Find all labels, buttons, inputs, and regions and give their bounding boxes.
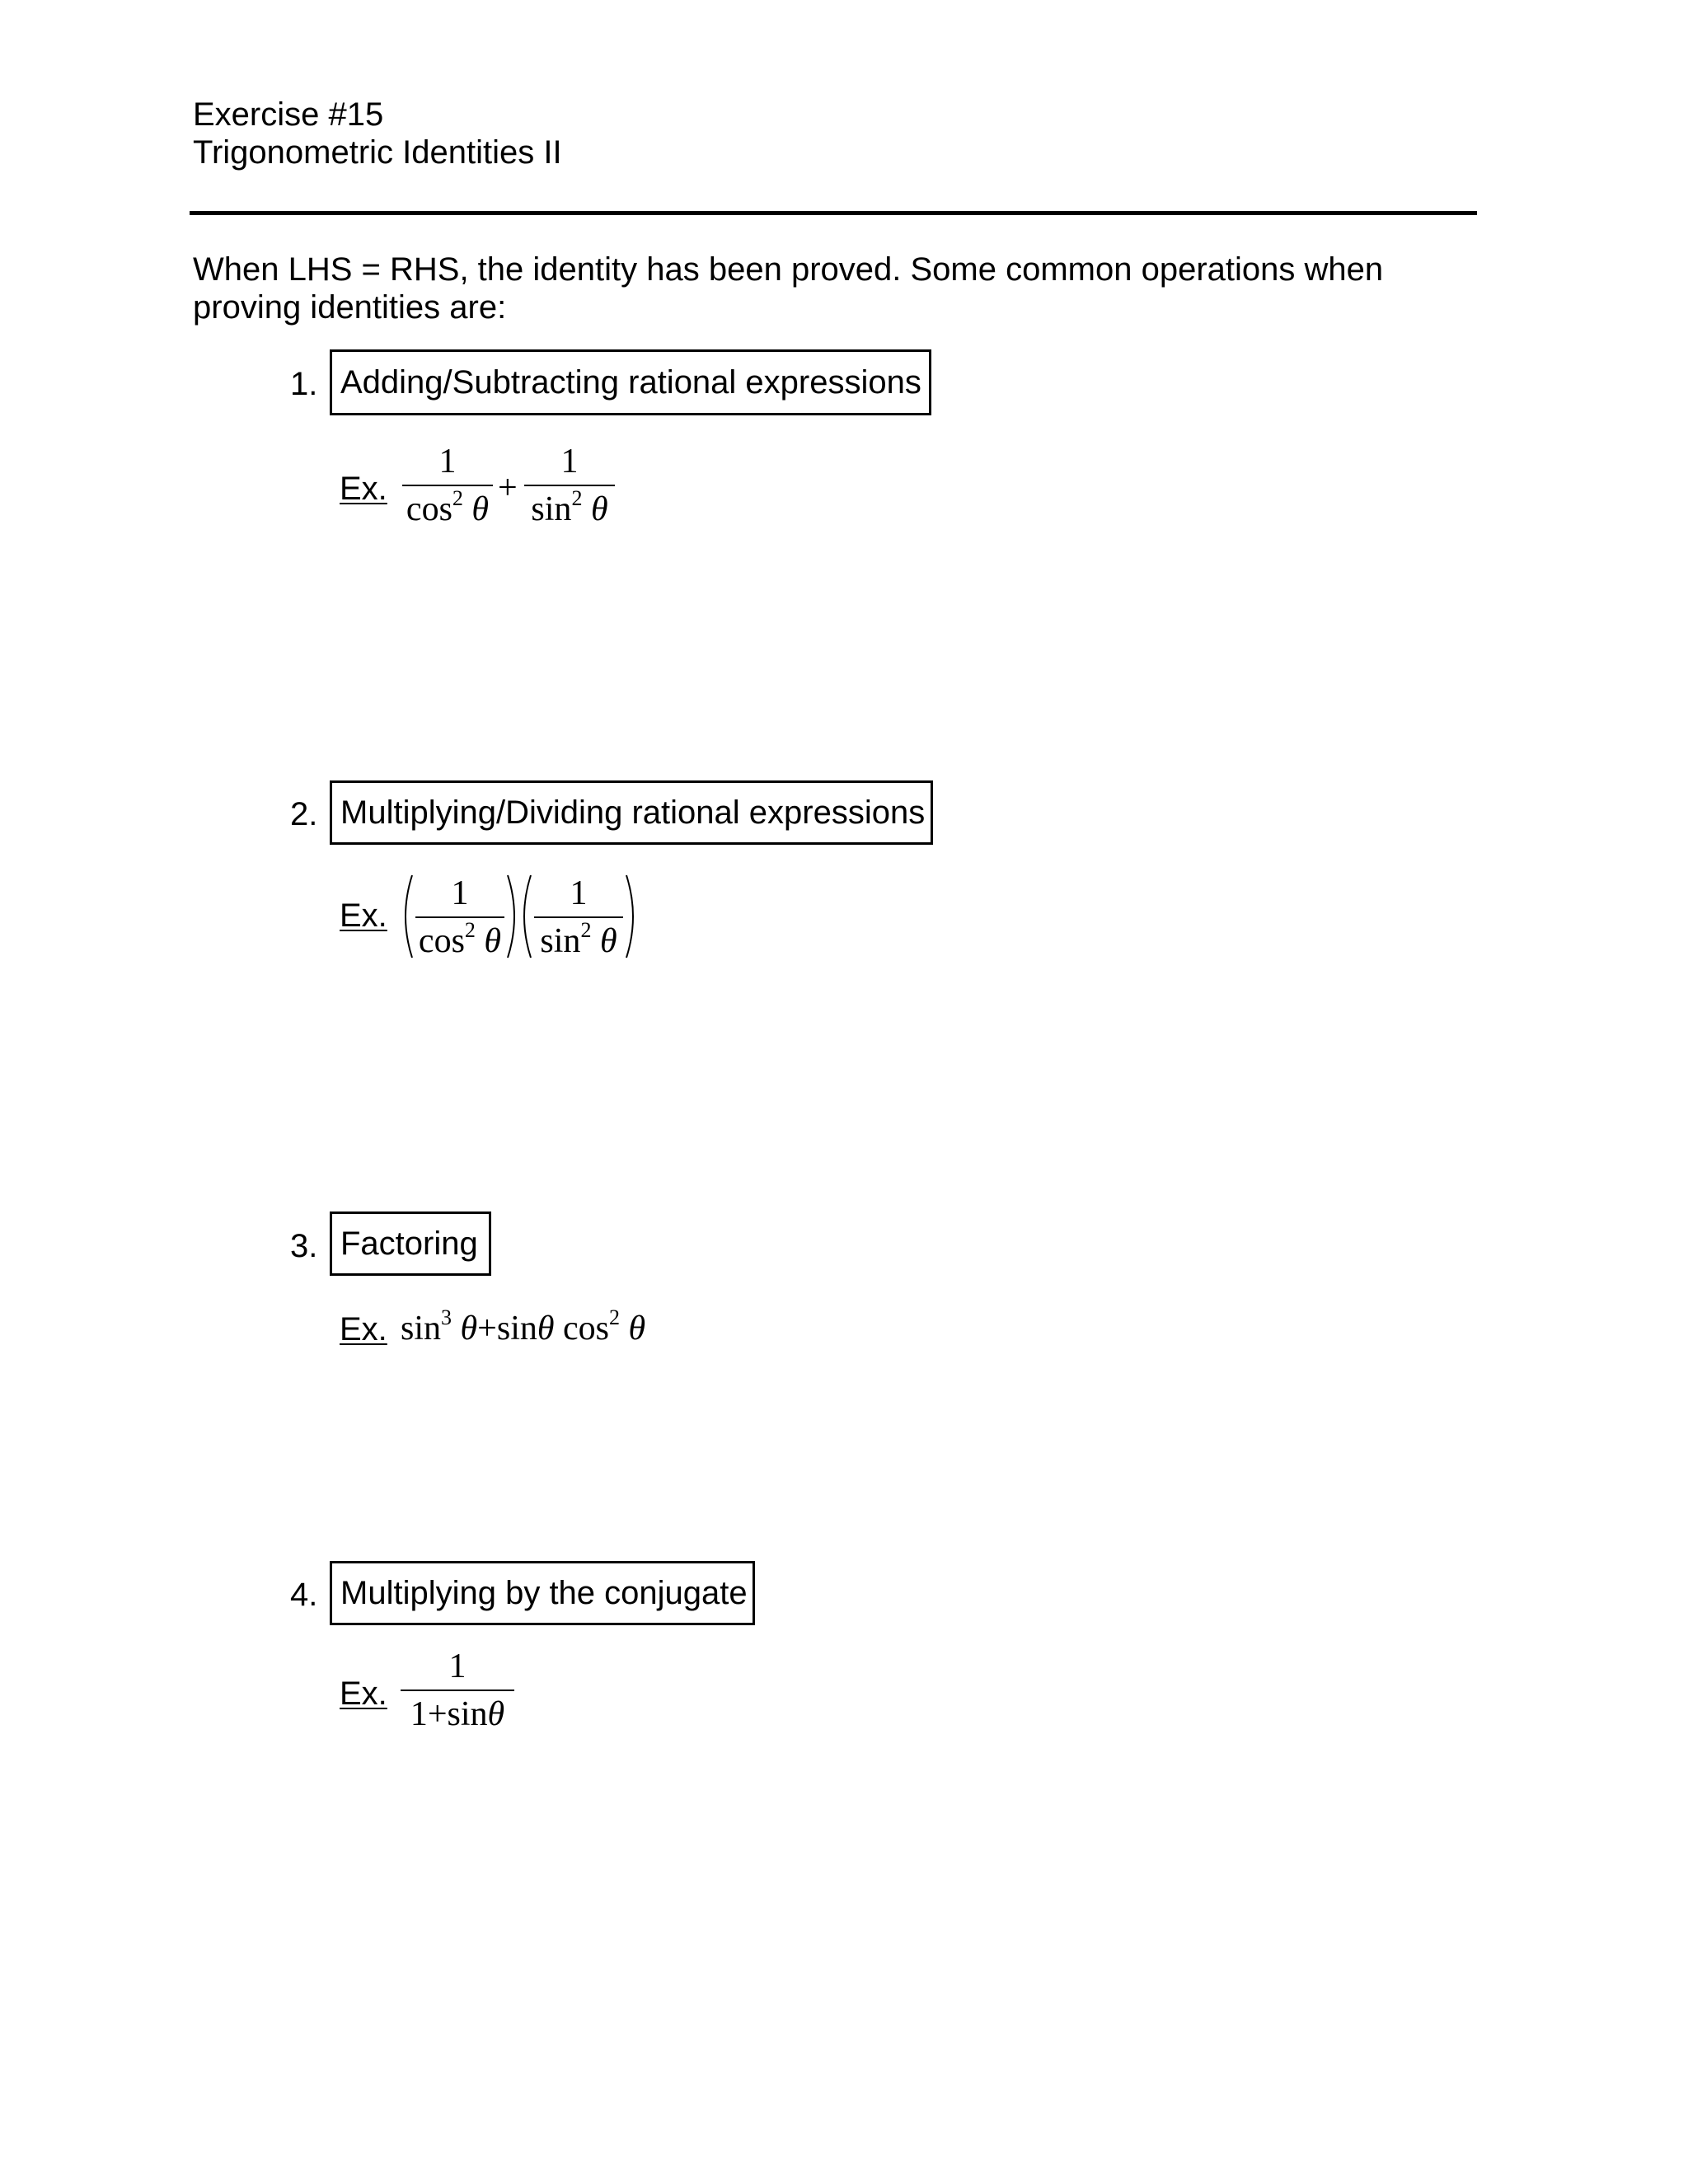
- example-expression: [397, 872, 645, 971]
- fraction-bar: [415, 916, 504, 918]
- item-label: Multiplying/Dividing rational expressions: [340, 794, 926, 831]
- fraction: [524, 442, 615, 533]
- example-expression: $\sin^3 \theta+\sin\theta$ $\cos^2 \theta$: [401, 1305, 646, 1347]
- plus-operator: +: [477, 1310, 497, 1347]
- example-expression: [401, 1647, 516, 1746]
- item-label-box: [330, 1561, 755, 1625]
- fraction-bar: [534, 916, 623, 918]
- fraction-bar: [401, 1690, 514, 1691]
- numerator: 1: [560, 443, 579, 480]
- fraction-bar: [524, 485, 615, 486]
- item-label: Factoring: [340, 1226, 478, 1262]
- numerator: 1: [448, 1647, 467, 1685]
- item-label: Multiplying by the conjugate: [340, 1575, 748, 1611]
- denominator: $\cos^2 \theta$: [406, 486, 490, 528]
- denominator: $\sin^2 \theta$: [531, 486, 608, 528]
- plus-operator: +: [498, 469, 518, 507]
- item-number: 4.: [290, 1577, 318, 1613]
- item-label-box: [330, 349, 931, 415]
- fraction-bar: [402, 485, 493, 486]
- numerator: 1: [570, 874, 588, 912]
- item-number: 3.: [290, 1228, 318, 1264]
- example-label: Ex.: [340, 1311, 387, 1347]
- item-label-box: [330, 780, 933, 845]
- fraction: [401, 1647, 514, 1734]
- denominator: $\cos^2 \theta$: [418, 918, 502, 960]
- fraction: [402, 442, 493, 533]
- item-label: Adding/Subtracting rational expressions: [340, 364, 921, 401]
- example-label: Ex.: [340, 898, 387, 934]
- numerator: 1: [438, 443, 457, 480]
- item-label-box: [330, 1212, 491, 1276]
- fraction: [534, 874, 623, 965]
- exercise-number: Exercise #15: [193, 96, 384, 133]
- fraction: [415, 874, 504, 965]
- example-expression: [402, 442, 617, 541]
- denominator: 1+sinθ: [410, 1695, 505, 1733]
- item-number: 1.: [290, 366, 318, 402]
- denominator: $\sin^2 \theta$: [540, 918, 617, 960]
- intro-paragraph: When LHS = RHS, the identity has been proved. Some common operations when proving identities are:: [193, 251, 1384, 326]
- example-label: Ex.: [340, 471, 387, 507]
- header-divider: [190, 211, 1477, 215]
- example-label: Ex.: [340, 1675, 387, 1712]
- page-title: Trigonometric Identities II: [193, 134, 562, 171]
- item-number: 2.: [290, 796, 318, 832]
- numerator: 1: [451, 874, 469, 912]
